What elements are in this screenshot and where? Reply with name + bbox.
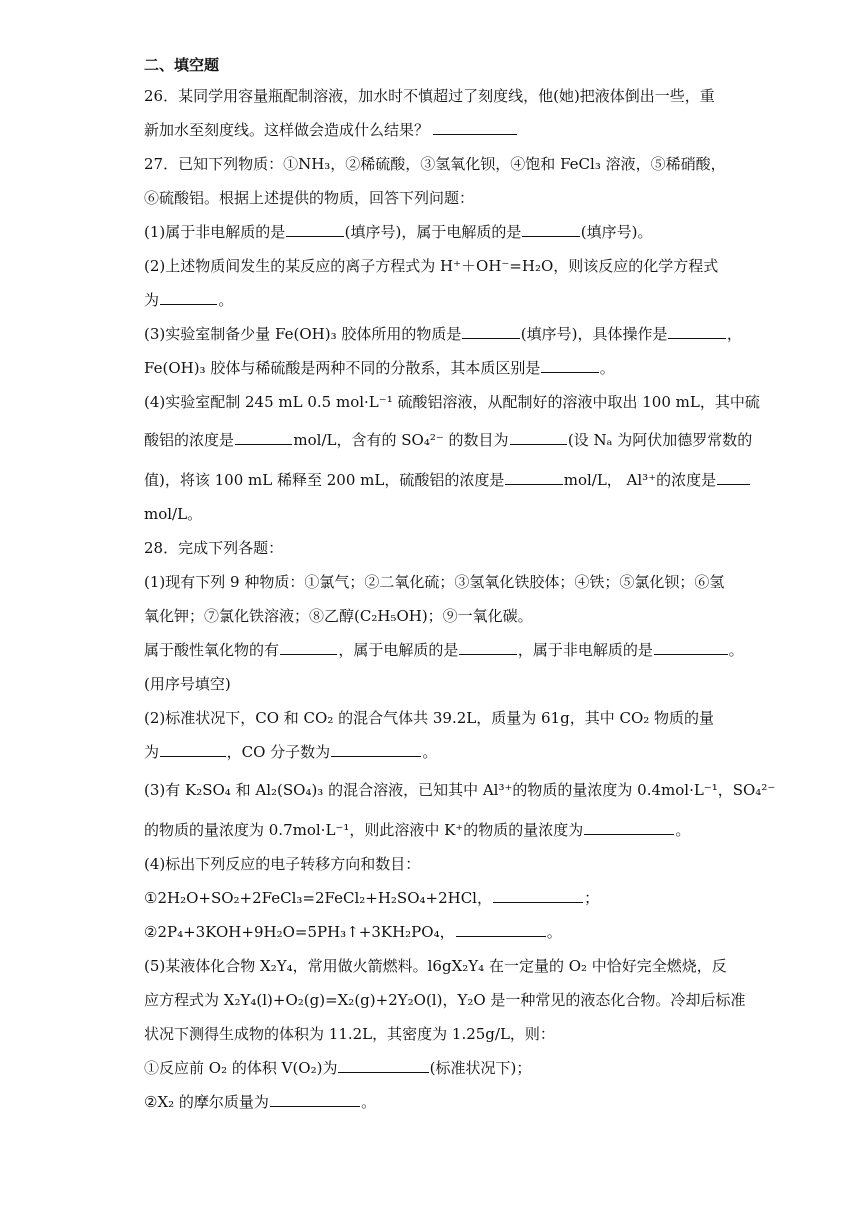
text-line: ①2H₂O+SO₂+2FeCl₃=2FeCl₂+H₂SO₄+2HCl， ；: [144, 889, 600, 907]
answer-blank[interactable]: [270, 1092, 360, 1107]
text-line: (4)标出下列反应的电子转移方向和数目：: [144, 855, 421, 873]
text-line: 新加水至刻度线。这样做会造成什么结果？: [144, 120, 518, 140]
text-line: 为 。: [144, 291, 234, 309]
text-line: 的物质的量浓度为 0.7mol·L⁻¹，则此溶液中 K⁺的物质的量浓度为 。: [144, 821, 691, 839]
answer-blank[interactable]: [160, 290, 217, 305]
text-line: ①反应前 O₂ 的体积 V(O₂)为 (标准状况下)；: [144, 1059, 532, 1077]
text-line: 属于酸性氧化物的有 ，属于电解质的是 ，属于非电解质的是 。: [144, 641, 744, 659]
answer-blank[interactable]: [462, 324, 519, 339]
text-line: (2)标准状况下，CO 和 CO₂ 的混合气体共 39.2L，质量为 61g，其中 CO₂ 物质的量: [144, 709, 715, 727]
answer-blank[interactable]: [541, 358, 598, 373]
answer-blank[interactable]: [280, 640, 337, 655]
answer-blank[interactable]: [505, 470, 562, 485]
text-line: 状况下测得生成物的体积为 11.2L，其密度为 1.25g/L，则：: [144, 1025, 555, 1043]
text-line: ②X₂ 的摩尔质量为 。: [144, 1093, 377, 1111]
text-line: (1)属于非电解质的是 (填序号)，属于电解质的是 (填序号)。: [144, 223, 653, 241]
text-line: 为 ，CO 分子数为 。: [144, 743, 438, 761]
answer-blank[interactable]: [654, 640, 728, 655]
text-line: ②2P₄+3KOH+9H₂O=5PH₃↑+3KH₂PO₄， 。: [144, 923, 562, 941]
text-line: 27．已知下列物质：①NH₃，②稀硫酸，③氢氧化钡，④饱和 FeCl₃ 溶液，⑤稀硝酸，: [144, 155, 726, 173]
text-line: (2)上述物质间发生的某反应的离子方程式为 H⁺＋OH⁻=H₂O，则该反应的化学方程式: [144, 257, 719, 275]
answer-blank[interactable]: [459, 640, 516, 655]
answer-blank[interactable]: [510, 430, 567, 445]
answer-blank[interactable]: [456, 922, 546, 937]
text-line: 酸铝的浓度是 mol/L，含有的 SO₄²⁻ 的数目为 (设 Nₐ 为阿伏加德罗常数的: [144, 431, 753, 449]
text-line: (用序号填空): [144, 675, 231, 693]
answer-blank[interactable]: [331, 742, 421, 757]
text-line: (5)某液体化合物 X₂Y₄，常用做火箭燃料。l6gX₂Y₄ 在一定量的 O₂ 中恰好完全燃烧，反: [144, 957, 727, 975]
text-line: (3)实验室制备少量 Fe(OH)₃ 胶体所用的物质是 (填序号)，具体操作是 ，: [144, 325, 742, 343]
answer-blank[interactable]: [493, 888, 583, 903]
answer-blank[interactable]: [433, 120, 517, 135]
text-line: 28．完成下列各题：: [144, 539, 284, 557]
answer-blank[interactable]: [717, 470, 750, 485]
answer-blank[interactable]: [160, 742, 226, 757]
answer-blank[interactable]: [584, 820, 674, 835]
text-line: 值)，将该 100 mL 稀释至 200 mL，硫酸铝的浓度是 mol/L， Al³⁺的浓度是: [144, 470, 751, 490]
text-line: Fe(OH)₃ 胶体与稀硫酸是两种不同的分散系，其本质区别是 。: [144, 359, 615, 377]
answer-blank[interactable]: [668, 324, 725, 339]
answer-blank[interactable]: [522, 222, 579, 237]
text-line: (3)有 K₂SO₄ 和 Al₂(SO₄)₃ 的混合溶液，已知其中 Al³⁺的物质的量浓度为 0.4mol·L⁻¹，SO₄²⁻: [144, 781, 776, 799]
text-line: 26．某同学用容量瓶配制溶液，加水时不慎超过了刻度线，他(她)把液体倒出一些，重: [144, 87, 715, 105]
section-title: 二、填空题: [144, 56, 220, 74]
text-line: 氧化钾；⑦氯化铁溶液；⑧乙醇(C₂H₅OH)；⑨一氧化碳。: [144, 607, 533, 625]
text-line: 应方程式为 X₂Y₄(l)+O₂(g)=X₂(g)+2Y₂O(l)，Y₂O 是一种常见的液态化合物。冷却后标准: [144, 991, 746, 1009]
text-line: mol/L。: [144, 505, 203, 523]
answer-blank[interactable]: [235, 430, 292, 445]
answer-blank[interactable]: [286, 222, 343, 237]
text-line: (4)实验室配制 245 mL 0.5 mol·L⁻¹ 硫酸铝溶液，从配制好的溶液中取出 100 mL，其中硫: [144, 393, 760, 411]
text-line: (1)现有下列 9 种物质：①氯气；②二氧化硫；③氢氧化铁胶体；④铁；⑤氯化钡；⑥氢: [144, 573, 725, 591]
answer-blank[interactable]: [338, 1058, 428, 1073]
text-line: ⑥硫酸铝。根据上述提供的物质，回答下列问题：: [144, 189, 475, 207]
